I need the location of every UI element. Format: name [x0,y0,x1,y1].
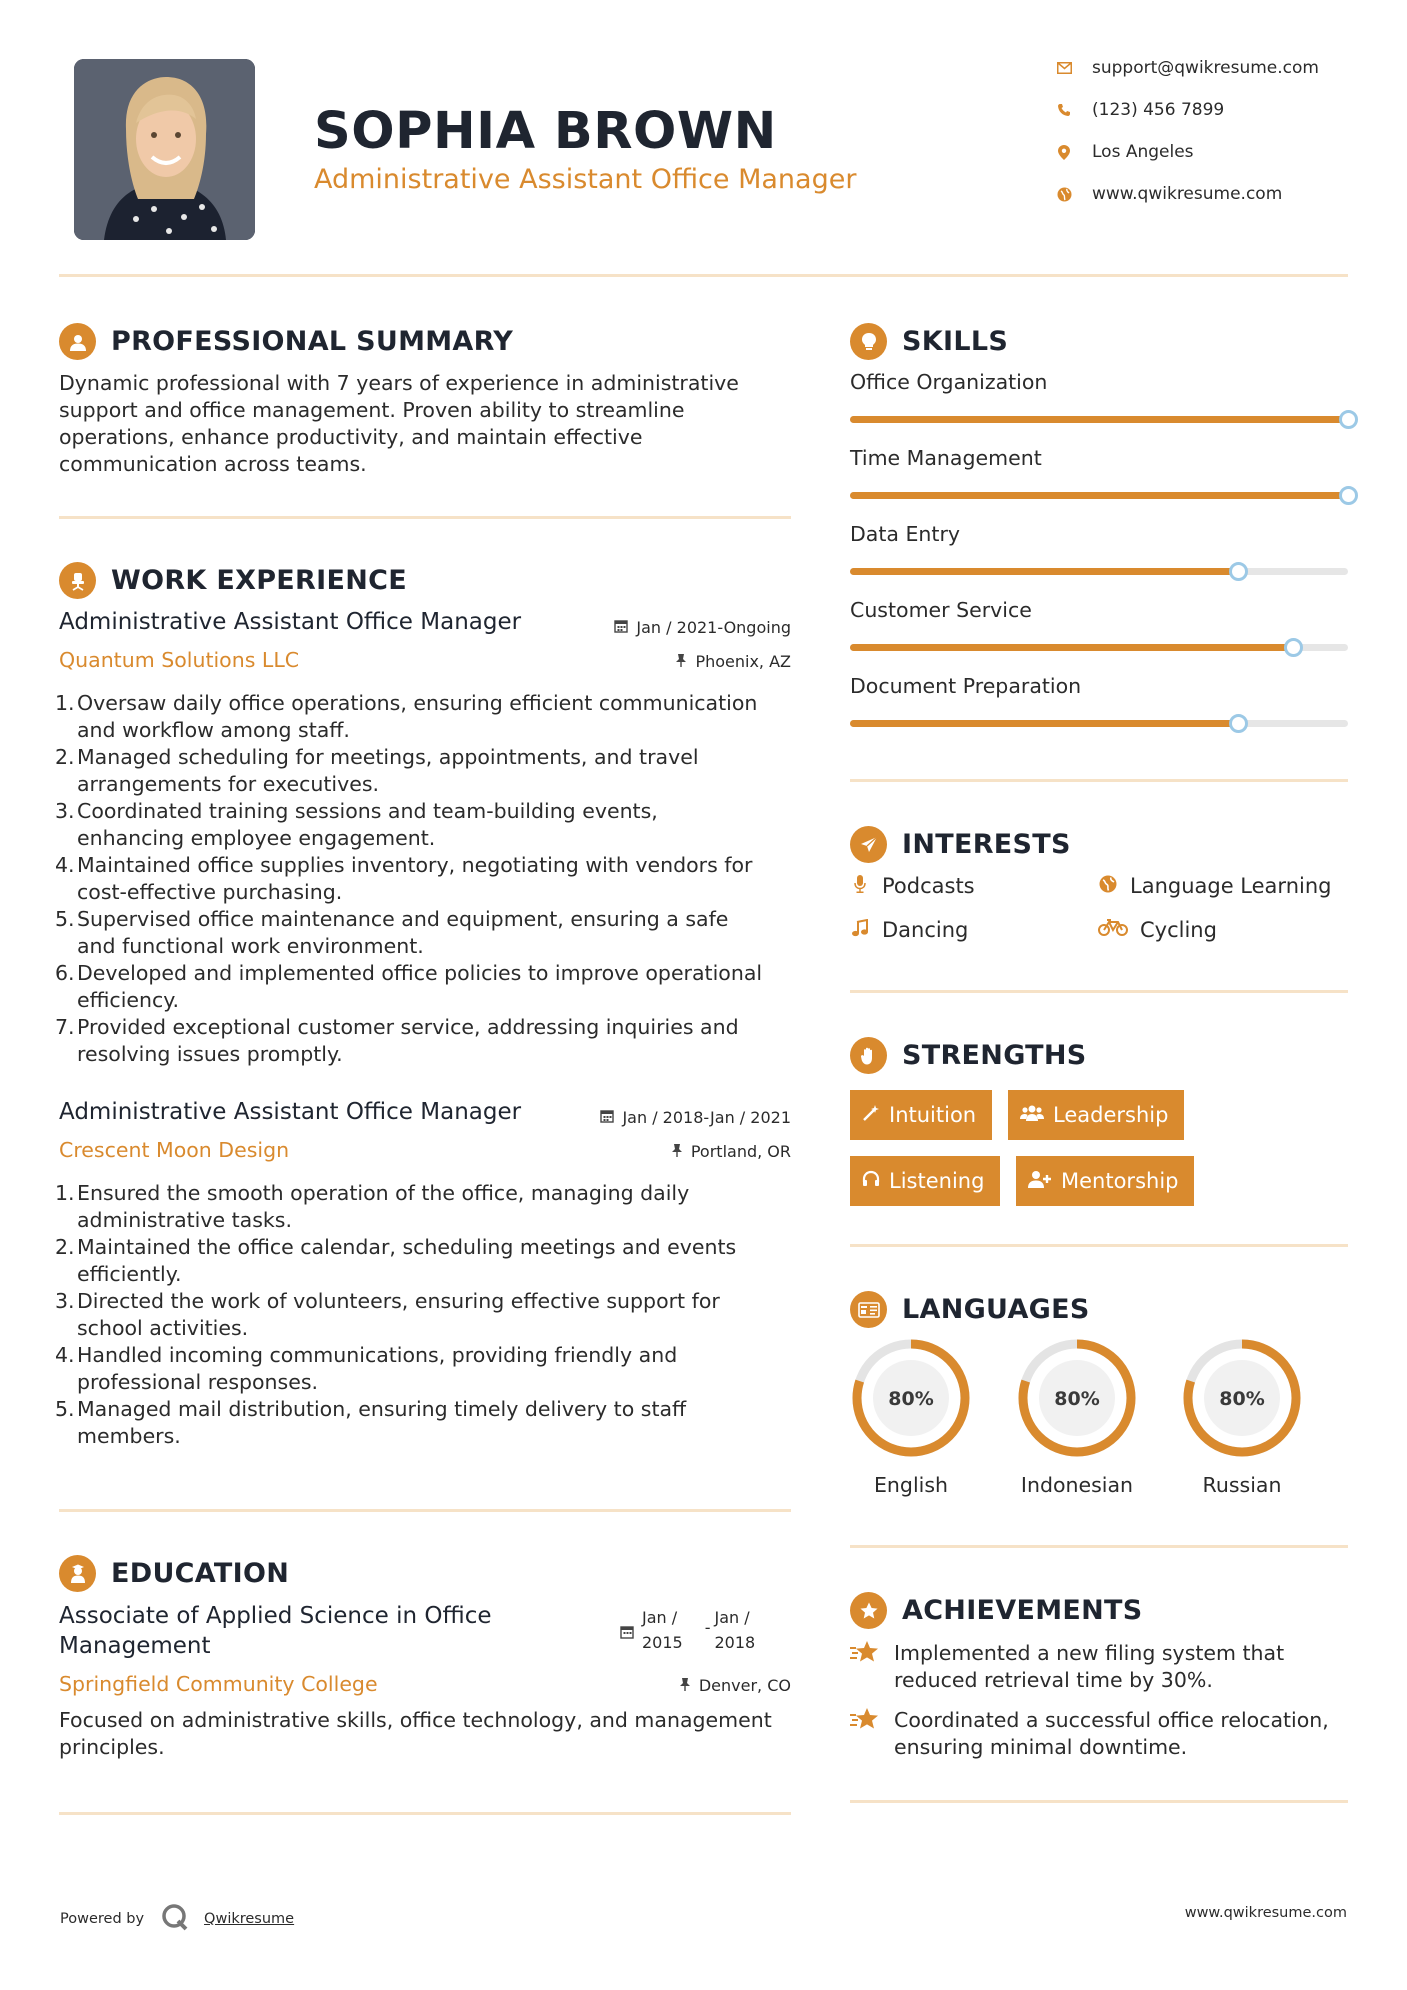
bicycle-icon [1098,919,1128,942]
education-start-date: Jan / 2015 [642,1608,683,1652]
music-note-icon [850,919,870,942]
skill-bar [850,720,1348,727]
candidate-name: SOPHIA BROWN [314,102,777,161]
star-icon [850,1707,880,1738]
education-description: Focused on administrative skills, office technology, and management principles. [59,1708,772,1759]
envelope-icon [1054,58,1074,78]
list-item: 4. Maintained office supplies inventory, negotiating with vendors for cost-effective purchasing. [55,853,753,904]
summary-text [59,370,739,478]
skill-bar [850,492,1348,499]
user-plus-icon [1028,1170,1052,1193]
skill-bar-fill [850,492,1348,499]
strengths-heading-label: STRENGTHS [902,1040,1087,1071]
summary-heading [59,323,513,360]
achievements-heading-label: ACHIEVEMENTS [902,1595,1143,1626]
star-icon [850,1640,880,1671]
lightbulb-icon [850,323,887,360]
language-ring [850,1337,972,1459]
skill-label: Customer Service [850,598,1032,622]
skill-label: Time Management [850,446,1042,470]
profile-photo [74,59,255,240]
summary-line: operations, enhance productivity, and maintain effective [59,425,643,449]
skill-level-knob [1339,486,1358,505]
summary-line: communication across teams. [59,452,367,476]
education-heading [59,1555,289,1592]
job-date [520,618,791,637]
summary-divider [59,516,791,519]
microphone-icon [850,875,870,898]
list-item: 6. Developed and implemented office policies to improve operational efficiency. [55,961,763,1012]
contact-phone[interactable] [1054,100,1224,120]
interest-item: Podcasts [850,874,975,898]
contact-email-text: support@qwikresume.com [1092,58,1319,78]
education-location [520,1676,791,1695]
language-percent: 80% [1219,1388,1265,1410]
paper-plane-icon [850,826,887,863]
language-ring [1181,1337,1303,1459]
globe-icon [1098,875,1118,898]
skill-bar [850,644,1348,651]
interest-item: Cycling [1098,918,1217,942]
graduate-icon [59,1555,96,1592]
job-location [520,1142,791,1161]
headphones-icon [862,1170,880,1193]
contact-website[interactable] [1054,184,1282,204]
job-location-text: Phoenix, AZ [695,652,791,671]
list-item: 5. Supervised office maintenance and equipment, ensuring a safe and functional work environment. [55,907,729,958]
list-item: 2. Maintained the office calendar, scheduling meetings and events efficiently. [55,1235,737,1286]
skill-bar-fill [850,720,1238,727]
experience-divider [59,1509,791,1512]
interest-item: Language Learning [1098,874,1331,898]
list-item: 4. Handled incoming communications, providing friendly and professional responses. [55,1343,678,1394]
users-icon [1020,1104,1044,1127]
language-name: Indonesian [1020,1473,1134,1497]
pushpin-icon [675,653,687,671]
education-heading-label: EDUCATION [111,1558,290,1589]
achievements-heading [850,1592,1143,1629]
job-date [520,1108,791,1127]
magic-wand-icon [862,1104,880,1127]
contact-phone-text: (123) 456 7899 [1092,100,1225,120]
skill-bar-fill [850,644,1293,651]
job-title: Administrative Assistant Office Manager [59,1099,522,1125]
skills-heading [850,323,1008,360]
strength-chip: Listening [850,1156,1000,1206]
star-badge-icon [850,1592,887,1629]
school-name: Springfield Community College [59,1672,378,1696]
user-icon [59,323,96,360]
job-date-text: Jan / 2021-Ongoing [636,618,791,637]
pushpin-icon [679,1677,691,1695]
interests-divider [850,990,1348,993]
footer-powered-by [60,1903,294,1935]
skill-level-knob [1339,410,1358,429]
header-divider [59,274,1348,277]
strength-chip: Mentorship [1016,1156,1194,1206]
job-responsibilities [55,1180,795,1450]
skill-label: Office Organization [850,370,1048,394]
raised-hand-icon [850,1037,887,1074]
footer-url[interactable]: www.qwikresume.com [1184,1905,1347,1921]
language-percent: 80% [1054,1388,1100,1410]
pushpin-icon [671,1143,683,1161]
candidate-title: Administrative Assistant Office Manager [314,164,857,195]
job-date-text: Jan / 2018-Jan / 2021 [622,1108,791,1127]
language-name: English [873,1473,949,1497]
calendar-icon [614,619,628,637]
education-date [620,1605,755,1655]
languages-heading [850,1291,1090,1328]
summary-line: support and office management. Proven ability to streamline [59,398,685,422]
skill-level-knob [1229,562,1248,581]
calendar-icon [600,1109,614,1127]
skill-label: Document Preparation [850,674,1082,698]
language-name: Russian [1202,1473,1282,1497]
job-company: Quantum Solutions LLC [59,648,300,672]
list-item: 1. Oversaw daily office operations, ensuring efficient communication and workflow among staff. [55,691,758,742]
job-responsibilities [55,690,795,1068]
job-company: Crescent Moon Design [59,1138,290,1162]
achievement-item: Coordinated a successful office relocation, ensuring minimal downtime. [850,1707,1329,1761]
map-pin-icon [1054,142,1074,162]
list-item: 1. Ensured the smooth operation of the office, managing daily administrative tasks. [55,1181,690,1232]
achievements-divider [850,1800,1348,1803]
degree-title-line: Associate of Applied Science in Office [59,1603,492,1629]
contact-location [1054,142,1194,162]
qwikresume-logo-icon [160,1903,190,1935]
date-separator: - [704,1618,711,1637]
interest-item: Dancing [850,918,968,942]
powered-by-label: Powered by [60,1911,145,1927]
contact-website-text: www.qwikresume.com [1092,184,1283,204]
list-item: 3. Directed the work of volunteers, ensuring effective support for school activities. [55,1289,720,1340]
skill-bar-fill [850,416,1348,423]
degree-title-line: Management [59,1633,211,1659]
summary-heading-label: PROFESSIONAL SUMMARY [111,326,514,357]
interests-heading-label: INTERESTS [902,829,1071,860]
globe-icon [1054,184,1074,204]
language-ring [1016,1337,1138,1459]
contact-location-text: Los Angeles [1092,142,1194,162]
skill-level-knob [1284,638,1303,657]
languages-heading-label: LANGUAGES [902,1294,1090,1325]
list-item: 5. Managed mail distribution, ensuring timely delivery to staff members. [55,1397,687,1448]
language-card-icon [850,1291,887,1328]
education-divider [59,1812,791,1815]
education-end-date: Jan / 2018 [714,1608,756,1652]
office-chair-icon [59,562,96,599]
contact-email[interactable] [1054,58,1319,78]
skills-heading-label: SKILLS [902,326,1009,357]
list-item: 7. Provided exceptional customer service, addressing inquiries and resolving issues promptly. [55,1015,739,1066]
experience-heading-label: WORK EXPERIENCE [111,565,407,596]
skill-level-knob [1229,714,1248,733]
phone-icon [1054,100,1074,120]
skill-bar-fill [850,568,1238,575]
job-location-text: Portland, OR [690,1142,791,1161]
job-title: Administrative Assistant Office Manager [59,609,522,635]
list-item: 2. Managed scheduling for meetings, appointments, and travel arrangements for executives. [55,745,699,796]
job-location [520,652,791,671]
experience-heading [59,562,407,599]
skills-divider [850,779,1348,782]
strength-chip: Leadership [1008,1090,1184,1140]
calendar-icon [620,1621,634,1655]
strengths-heading [850,1037,1087,1074]
language-percent: 80% [888,1388,934,1410]
degree-title [59,1601,492,1661]
education-location-text: Denver, CO [698,1676,791,1695]
interests-heading [850,826,1071,863]
summary-line: Dynamic professional with 7 years of experience in administrative [59,371,739,395]
skill-label: Data Entry [850,522,961,546]
strengths-divider [850,1244,1348,1247]
languages-divider [850,1545,1348,1548]
strength-chip: Intuition [850,1090,992,1140]
list-item: 3. Coordinated training sessions and team-building events, enhancing employee engagement. [55,799,658,850]
achievement-item: Implemented a new filing system that reduced retrieval time by 30%. [850,1640,1284,1694]
skill-bar [850,568,1348,575]
skill-bar [850,416,1348,423]
qwikresume-link[interactable]: Qwikresume [204,1911,295,1927]
